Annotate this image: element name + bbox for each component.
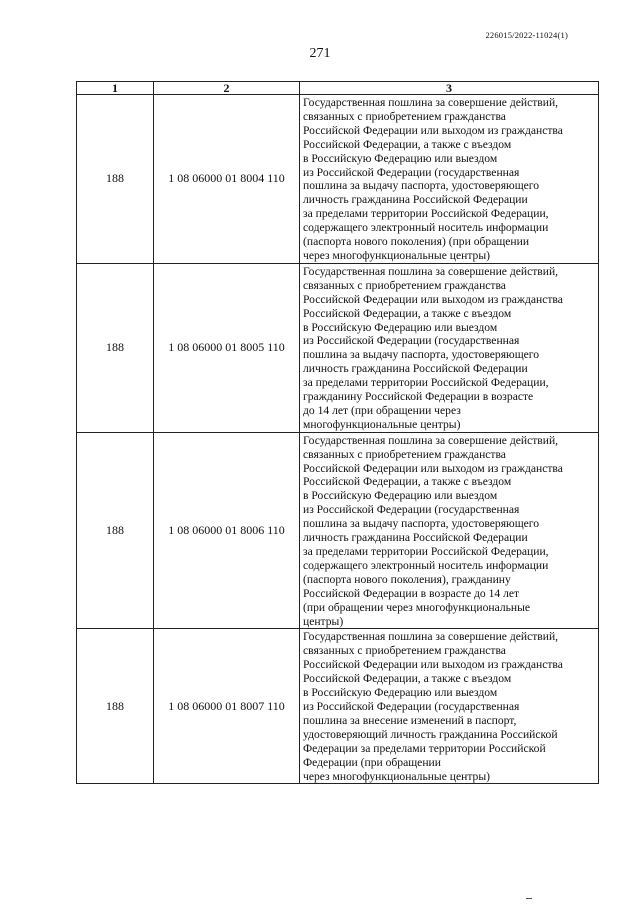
description-line: центры) [303,614,344,628]
document-id: 226015/2022-11024(1) [485,30,568,40]
description-line: из Российской Федерации (государственная [303,503,520,517]
description-line: личность гражданина Российской Федерации [303,193,528,207]
budget-classification-code-cell: 1 08 06000 01 8007 110 [154,629,300,784]
description-cell [300,432,599,629]
description-line: Российской Федерации или выходом из гражданства [303,123,563,137]
budget-classification-code-cell: 1 08 06000 01 8004 110 [154,95,300,264]
description-line: Российской Федерации, а также с въездом [303,306,512,320]
column-header-3: 3 [300,82,599,95]
description-line: Российской Федерации, а также с въездом [303,475,512,489]
admin-code-cell: 188 [77,263,154,432]
description-line: пошлина за выдачу паспорта, удостоверяющего [303,179,540,193]
description-cell [300,95,599,264]
description-line: через многофункциональные центры) [303,769,490,783]
description-line: в Российскую Федерацию или выездом [303,489,498,503]
description-line: Государственная пошлина за совершение действий, [303,96,559,109]
description-line: Российской Федерации или выходом из гражданства [303,461,563,475]
description-line: Государственная пошлина за совершение действий, [303,264,559,278]
admin-code-cell: 188 [77,629,154,784]
description-line: Российской Федерации, а также с въездом [303,137,512,151]
description-line: Государственная пошлина за совершение действий, [303,433,559,447]
description-line: удостоверяющий личность гражданина Российской [303,727,558,741]
description-line: связанных с приобретением гражданства [303,447,506,461]
page-edge-mark [526,898,532,899]
column-header-2: 2 [154,82,300,95]
description-line: личность гражданина Российской Федерации [303,531,528,545]
description-line: за пределами территории Российской Федерации, [303,207,549,221]
admin-code-cell: 188 [77,95,154,264]
description-line: из Российской Федерации (государственная [303,165,520,179]
description-line: за пределами территории Российской Федерации, [303,376,549,390]
description-line: содержащего электронный носитель информации [303,221,549,235]
description-line: пошлина за выдачу паспорта, удостоверяющего [303,517,540,531]
description-line: (паспорта нового поколения) (при обращении [303,235,530,249]
table-header-row [77,82,599,95]
description-line: в Российскую Федерацию или выездом [303,320,498,334]
description-line: в Российскую Федерацию или выездом [303,686,498,700]
description-line: связанных с приобретением гражданства [303,278,506,292]
description-line: личность гражданина Российской Федерации [303,362,528,376]
description-line: из Российской Федерации (государственная [303,699,520,713]
description-line: Российской Федерации или выходом из гражданства [303,658,563,672]
description-line: Российской Федерации, а также с въездом [303,672,512,686]
description-line: через многофункциональные центры) [303,248,490,262]
description-line: связанных с приобретением гражданства [303,644,506,658]
description-cell [300,629,599,784]
description-line: гражданину Российской Федерации в возрасте [303,390,534,404]
budget-classification-code-cell: 1 08 06000 01 8005 110 [154,263,300,432]
description-line: за пределами территории Российской Федерации, [303,545,549,558]
table-row [77,432,599,629]
description-line: пошлина за внесение изменений в паспорт, [303,713,517,727]
description-line: многофункциональные центры) [303,417,461,431]
description-line: Федерации (при обращении [303,755,441,769]
admin-code-cell: 188 [77,432,154,629]
description-line: до 14 лет (при обращении через [303,403,461,417]
column-header-1: 1 [77,82,154,95]
description-line: Федерации за пределами территории Российской [303,741,546,755]
table-row [77,95,599,264]
description-line: связанных с приобретением гражданства [303,109,506,123]
budget-classification-code-cell: 1 08 06000 01 8006 110 [154,432,300,629]
description-line: пошлина за выдачу паспорта, удостоверяющего [303,348,540,362]
page-number: 271 [309,46,331,61]
description-line: (при обращении через многофункциональные [303,600,531,614]
description-line: Государственная пошлина за совершение действий, [303,630,559,644]
budget-codes-table [76,81,599,784]
description-line: Российской Федерации или выходом из гражданства [303,292,563,306]
table-row [77,629,599,784]
description-line: содержащего электронный носитель информации [303,558,549,572]
table-row [77,263,599,432]
description-cell [300,263,599,432]
description-line: в Российскую Федерацию или выездом [303,151,498,165]
description-line: (паспорта нового поколения), гражданину [303,572,511,586]
description-line: из Российской Федерации (государственная [303,334,520,348]
description-line: Российской Федерации в возрасте до 14 лет [303,586,520,600]
